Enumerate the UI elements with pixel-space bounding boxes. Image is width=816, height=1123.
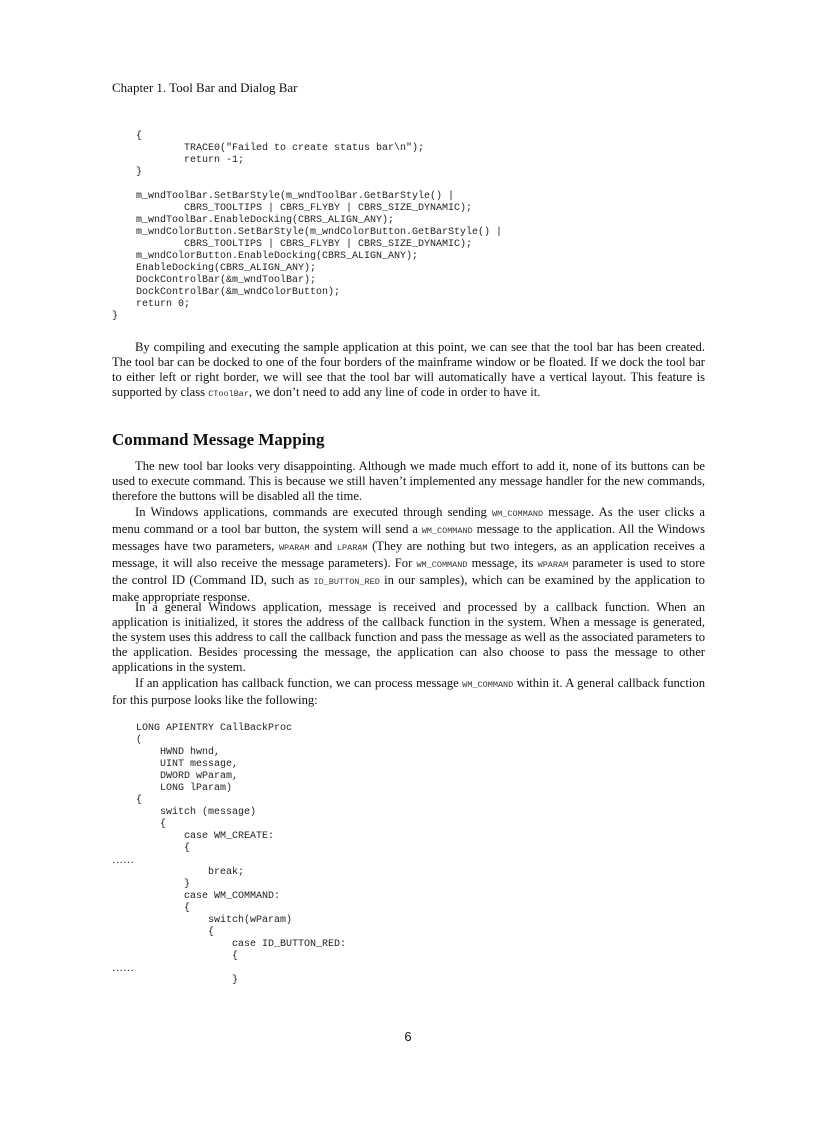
paragraph-windows-commands: In Windows applications, commands are executed through sending WM_COMMAND message. As the user clicks a menu command or a tool bar button, the system will send a WM_COMMAND message to the application. All the Windows messages have two parameters, WPARAM and LPARAM (They are nothing but two integers, as an application receives a message, it will also receive the message parameters). For WM_COMMAND message, its WPARAM parameter is used to store the control ID (Command ID, such as ID_BUTTON_RED in our samples), which can be examined by the application to make appropriate response. xyxy=(112,505,706,604)
code-block-top-closing-brace: } xyxy=(112,311,119,322)
running-header: Chapter 1. Tool Bar and Dialog Bar xyxy=(112,80,298,95)
inline-code: CToolBar xyxy=(208,389,249,399)
paragraph-callback-function: If an application has callback function, we can process message WM_COMMAND within it. A general callback function for this purpose looks like the following: xyxy=(112,676,705,707)
page-number: 6 xyxy=(404,1029,412,1044)
code-block-callback: LONG APIENTRY CallBackProc ( HWND hwnd, UINT message, DWORD wParam, LONG lParam) { switch (message) { case WM_CREATE: { break; } case WM_COMMAND: { switch(wParam) { case ID_BUTTON_RED: { } xyxy=(136,723,347,986)
paragraph-compiling: By compiling and executing the sample application at this point, we can see that the tool bar has been created. The tool bar can be docked to one of the four borders of the mainframe window or be floated. If we dock the tool bar to either left or right border, we will see that the tool bar will automatically have a vertical layout. This feature is supported by class CToolBar, we don’t need to add any line of code in order to have it. xyxy=(112,340,705,399)
paragraph-disappointing: The new tool bar looks very disappointing. Although we made much effort to add it, none of its buttons can be used to execute command. This is because we still haven’t implemented any message handler for the new commands, therefore the buttons will be disabled all the time. xyxy=(112,459,705,503)
ellipsis-1: …… xyxy=(112,854,134,866)
ellipsis-2: …… xyxy=(112,962,134,974)
section-title: Command Message Mapping xyxy=(112,430,325,449)
paragraph-callback: In a general Windows application, message is received and processed by a callback function. When an application is initialized, it stores the address of the callback function in the system. When a message is generated, the system uses this address to call the callback function and pass the message as well as the associated parameters to the application. Besides processing the message, the application can also choose to pass the message to other applications in the system. xyxy=(112,600,705,674)
code-block-top: { TRACE0("Failed to create status bar\n"); return -1; } m_wndToolBar.SetBarStyle(m_wndToolBar.GetBarStyle() | CBRS_TOOLTIPS | CBRS_FLYBY | CBRS_SIZE_DYNAMIC); m_wndToolBar.EnableDocking(CBRS_ALIGN_ANY); m_wndColorButton.SetBarStyle(m_wndColorButton.GetBarStyle() | CBRS_TOOLTIPS | CBRS_FLYBY | CBRS_SIZE_DYNAMIC); m_wndColorButton.EnableDocking(CBRS_ALIGN_ANY); EnableDocking(CBRS_ALIGN_ANY); DockControlBar(&m_wndToolBar); DockControlBar(&m_wndColorButton); return 0; xyxy=(136,131,503,310)
